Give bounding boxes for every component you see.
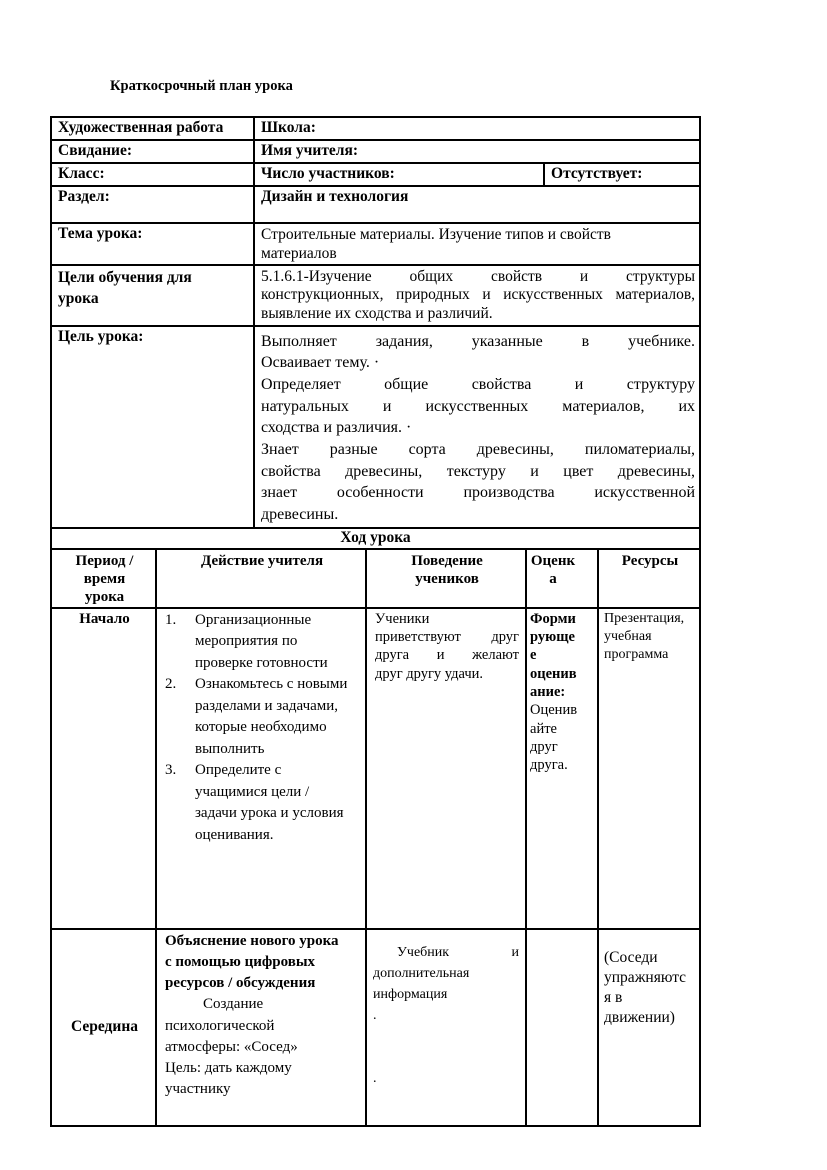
- row-lesson-middle: [51, 929, 700, 1126]
- row-section: [51, 186, 700, 223]
- start-assessment-cell: [526, 608, 598, 929]
- section-label-cell: Раздел:: [51, 186, 254, 223]
- middle-action-heading: Объяснение нового урока с помощью цифровых ресурсов / обсуждения: [165, 932, 339, 992]
- course-banner-cell: Ход урока: [51, 528, 700, 549]
- action-item-number: 2.: [165, 676, 177, 693]
- page-title: Краткосрочный план урока: [110, 78, 293, 94]
- header-assessment-label: Оценка: [530, 552, 576, 587]
- assessment-heading: Формирующее оценивание:: [530, 610, 577, 700]
- header-resources-cell: Ресурсы: [598, 549, 700, 608]
- row-course-banner: [51, 528, 700, 549]
- action-item-text: Ознакомьтесь с новыми разделами и задачами, которые необходимо выполнить: [195, 676, 348, 757]
- action-item: [165, 674, 361, 760]
- action-item-number: 1.: [165, 611, 177, 628]
- action-item-number: 3.: [165, 762, 177, 779]
- row-objectives: [51, 265, 700, 326]
- start-teacher-actions-cell: [156, 608, 366, 929]
- lesson-plan-table: [50, 116, 701, 1127]
- school-cell: Школа:: [254, 117, 700, 140]
- period-middle-cell: Середина: [51, 929, 156, 1126]
- teacher-name-cell: Имя учителя:: [254, 140, 700, 163]
- row-class-participants: [51, 163, 700, 186]
- row-lesson-start: [51, 608, 700, 929]
- action-item: [165, 760, 361, 846]
- middle-resources-cell: [598, 929, 700, 1126]
- middle-assessment-cell: [526, 929, 598, 1126]
- start-behavior-cell: Ученики приветствуют друг друга и желают друг другу удачи.: [366, 608, 526, 929]
- objectives-value-cell: 5.1.6.1-Изучение общих свойств и структуры конструкционных, природных и искусственных материалов, выявление их сходства и различий.: [254, 265, 700, 326]
- start-resources-text: Презентация, учебная программа: [604, 610, 685, 663]
- topic-label-cell: Тема урока:: [51, 223, 254, 265]
- goal-value-cell: Выполняет задания, указанные в учебнике. Осваивает тему. · Определяет общие свойства и структуру натуральных и искусственных материалов, их сходства и различия. · Знает разные сорта древесины, пиломатериалы, свойства древесины, текстуру и цвет древесины, знает особенности производства искусственной древесины.: [254, 326, 700, 528]
- topic-value-cell: Строительные материалы. Изучение типов и свойств материалов: [254, 223, 700, 265]
- assessment-text: Оценивайте друг друга.: [530, 702, 578, 774]
- start-resources-cell: [598, 608, 700, 929]
- row-goal: [51, 326, 700, 528]
- date-cell: Свидание:: [51, 140, 254, 163]
- header-period-cell: Период / время урока: [51, 549, 156, 608]
- subject-cell: Художественная работа: [51, 117, 254, 140]
- middle-behavior-cell: Учебник и дополнительная информация . .: [366, 929, 526, 1126]
- middle-teacher-actions-cell: [156, 929, 366, 1126]
- absent-cell: Отсутствует:: [544, 163, 700, 186]
- action-item-text: Определите с учащимися цели / задачи урока и условия оценивания.: [195, 762, 344, 843]
- objectives-label-cell: Цели обучения для урока: [51, 265, 254, 326]
- middle-resources-text: (Соседи упражняются в движении): [604, 948, 687, 1026]
- header-student-behavior-cell: Поведение учеников: [366, 549, 526, 608]
- participants-cell: Число участников:: [254, 163, 544, 186]
- section-value-cell: Дизайн и технология: [254, 186, 700, 223]
- action-item-text: Организационные мероприятия по проверке готовности: [195, 611, 328, 671]
- action-item: [165, 610, 361, 675]
- row-date-teacher: [51, 140, 700, 163]
- header-teacher-action-cell: Действие учителя: [156, 549, 366, 608]
- row-course-header: [51, 549, 700, 608]
- header-assessment-cell: [526, 549, 598, 608]
- row-topic: [51, 223, 700, 265]
- class-cell: Класс:: [51, 163, 254, 186]
- row-subject-school: [51, 117, 700, 140]
- period-start-cell: Начало: [51, 608, 156, 929]
- middle-action-text: Создание психологической атмосферы: «Сосед» Цель: дать каждому участнику: [165, 996, 298, 1098]
- goal-label-cell: Цель урока:: [51, 326, 254, 528]
